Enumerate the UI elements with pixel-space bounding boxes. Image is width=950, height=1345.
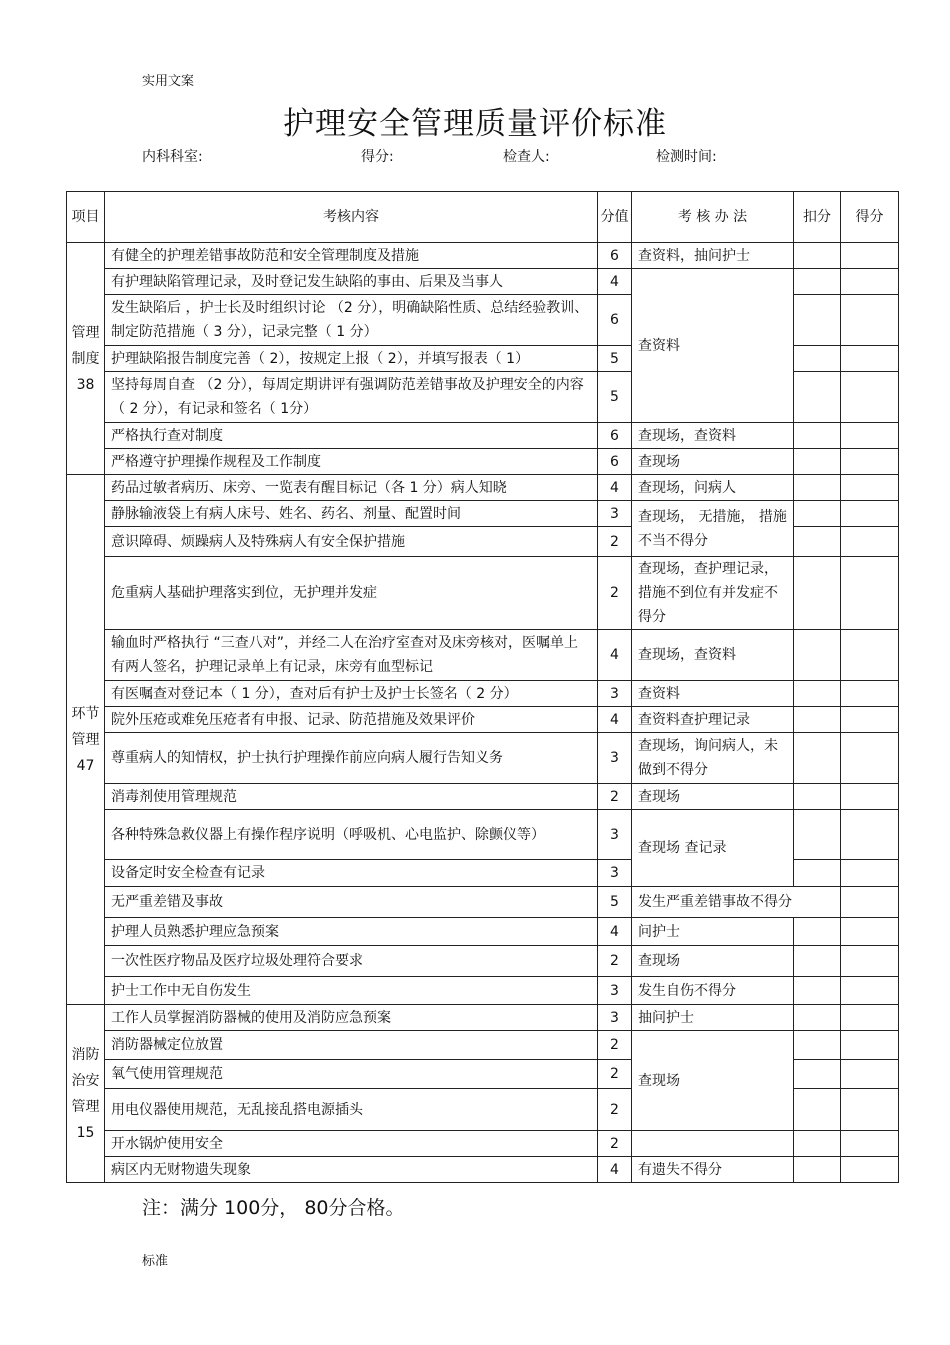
score-cell[interactable] xyxy=(841,1005,899,1031)
table-row xyxy=(67,946,899,977)
deduct-cell[interactable] xyxy=(794,860,841,887)
header-score: 得分 xyxy=(841,192,899,243)
deduct-cell[interactable] xyxy=(794,269,841,295)
category-process-management: 环节管理47 xyxy=(67,475,105,1005)
department-label: 内科科室: xyxy=(142,149,203,165)
row-content: 病区内无财物遗失现象 xyxy=(105,1157,598,1183)
deduct-cell[interactable] xyxy=(794,423,841,449)
row-content: 开水锅炉使用安全 xyxy=(105,1131,598,1157)
row-content: 危重病人基础护理落实到位，无护理并发症 xyxy=(105,557,598,630)
table-row xyxy=(67,449,899,475)
table-row xyxy=(67,784,899,810)
row-points: 6 xyxy=(598,423,632,449)
row-method: 问护士 xyxy=(632,918,794,946)
score-cell[interactable] xyxy=(841,977,899,1005)
table-row xyxy=(67,423,899,449)
row-points: 4 xyxy=(598,918,632,946)
row-points: 4 xyxy=(598,269,632,295)
row-points: 4 xyxy=(598,707,632,733)
score-cell[interactable] xyxy=(841,1089,899,1131)
score-cell[interactable] xyxy=(841,810,899,860)
deduct-cell[interactable] xyxy=(794,346,841,372)
deduct-cell[interactable] xyxy=(794,977,841,1005)
row-content: 护理人员熟悉护理应急预案 xyxy=(105,918,598,946)
deduct-cell[interactable] xyxy=(794,1131,841,1157)
score-cell[interactable] xyxy=(841,501,899,527)
row-content: 输血时严格执行 “三查八对”，并经二人在治疗室查对及床旁核对，医嘱单上有两人签名，护理记录单上有记录，床旁有血型标记 xyxy=(105,630,598,681)
row-points: 6 xyxy=(598,295,632,346)
score-label: 得分: xyxy=(361,149,394,165)
row-content: 工作人员掌握消防器械的使用及消防应急预案 xyxy=(105,1005,598,1031)
row-points: 4 xyxy=(598,630,632,681)
deduct-cell[interactable] xyxy=(794,449,841,475)
table-row xyxy=(67,1131,899,1157)
category-management-system: 管理制度38 xyxy=(67,243,105,475)
deduct-cell[interactable] xyxy=(794,918,841,946)
score-cell[interactable] xyxy=(841,243,899,269)
row-points: 2 xyxy=(598,1031,632,1060)
score-cell[interactable] xyxy=(841,475,899,501)
row-points: 3 xyxy=(598,810,632,860)
score-cell[interactable] xyxy=(841,346,899,372)
table-row xyxy=(67,810,899,860)
row-method: 查现场 查记录 xyxy=(632,810,794,887)
note: 注：满分 100分， 80分合格。 xyxy=(142,1197,405,1219)
row-method: 有遗失不得分 xyxy=(632,1157,794,1183)
score-cell[interactable] xyxy=(841,1157,899,1183)
header-method: 考 核 办 法 xyxy=(632,192,794,243)
row-method: 查现场 xyxy=(632,1031,794,1131)
header-points: 分值 xyxy=(598,192,632,243)
row-content: 有医嘱查对登记本（ 1 分），查对后有护士及护士长签名（ 2 分） xyxy=(105,681,598,707)
header-item: 项目 xyxy=(67,192,105,243)
row-method: 抽问护士 xyxy=(632,1005,794,1031)
row-content: 氧气使用管理规范 xyxy=(105,1060,598,1089)
row-points: 3 xyxy=(598,860,632,887)
row-content: 意识障碍、烦躁病人及特殊病人有安全保护措施 xyxy=(105,527,598,557)
score-cell[interactable] xyxy=(841,784,899,810)
row-content: 严格执行查对制度 xyxy=(105,423,598,449)
table-row xyxy=(67,977,899,1005)
row-points: 5 xyxy=(598,346,632,372)
deduct-cell[interactable] xyxy=(794,243,841,269)
row-method: 查资料 xyxy=(632,681,794,707)
footer-label: 标准 xyxy=(142,1254,169,1269)
score-cell[interactable] xyxy=(841,449,899,475)
deduct-cell[interactable] xyxy=(794,557,841,630)
table-row xyxy=(67,269,899,295)
row-method: 发生自伤不得分 xyxy=(632,977,794,1005)
row-points: 2 xyxy=(598,946,632,977)
deduct-cell[interactable] xyxy=(794,733,841,784)
row-method: 查资料，抽问护士 xyxy=(632,243,794,269)
row-content: 严格遵守护理操作规程及工作制度 xyxy=(105,449,598,475)
row-content: 各种特殊急救仪器上有操作程序说明（呼吸机、心电监护、除颤仪等） xyxy=(105,810,598,860)
table-row xyxy=(67,475,899,501)
deduct-cell[interactable] xyxy=(794,501,841,527)
score-cell[interactable] xyxy=(841,860,899,887)
row-content: 静脉输液袋上有病人床号、姓名、药名、剂量、配置时间 xyxy=(105,501,598,527)
score-cell[interactable] xyxy=(841,1031,899,1060)
score-cell[interactable] xyxy=(841,681,899,707)
row-content: 设备定时安全检查有记录 xyxy=(105,860,598,887)
row-points: 2 xyxy=(598,784,632,810)
row-method: 查现场，问病人 xyxy=(632,475,794,501)
deduct-cell[interactable] xyxy=(794,1031,841,1060)
category-fire-security: 消防治安管理15 xyxy=(67,1005,105,1183)
row-content: 消防器械定位放置 xyxy=(105,1031,598,1060)
row-points: 4 xyxy=(598,1157,632,1183)
row-points: 6 xyxy=(598,449,632,475)
deduct-cell[interactable] xyxy=(794,527,841,557)
table-row xyxy=(67,630,899,681)
row-method: 查现场，询问病人，未做到不得分 xyxy=(632,733,794,784)
deduct-cell[interactable] xyxy=(794,681,841,707)
table-row xyxy=(67,733,899,784)
score-cell[interactable] xyxy=(841,1131,899,1157)
row-points: 5 xyxy=(598,887,632,918)
table-row xyxy=(67,681,899,707)
row-content: 消毒剂使用管理规范 xyxy=(105,784,598,810)
score-cell[interactable] xyxy=(841,630,899,681)
row-method: 查现场 xyxy=(632,946,794,977)
row-content: 尊重病人的知情权，护士执行护理操作前应向病人履行告知义务 xyxy=(105,733,598,784)
row-points: 3 xyxy=(598,1005,632,1031)
table-row xyxy=(67,1005,899,1031)
header-label: 实用文案 xyxy=(142,74,195,89)
deduct-cell[interactable] xyxy=(794,946,841,977)
row-method: 查现场，查资料 xyxy=(632,423,794,449)
header-deduct: 扣分 xyxy=(794,192,841,243)
score-cell[interactable] xyxy=(841,557,899,630)
score-cell[interactable] xyxy=(841,423,899,449)
score-cell[interactable] xyxy=(841,887,899,918)
row-points: 2 xyxy=(598,1060,632,1089)
row-content: 发生缺陷后 ，护士长及时组织讨论 （2 分），明确缺陷性质、总结经验教训、制定防范措施（ 3 分），记录完整（ 1 分） xyxy=(105,295,598,346)
row-points: 5 xyxy=(598,372,632,423)
row-method xyxy=(632,1131,794,1157)
score-cell[interactable] xyxy=(841,1060,899,1089)
row-method: 查现场，查护理记录，措施不到位有并发症不得分 xyxy=(632,557,794,630)
table-row xyxy=(67,243,899,269)
row-content: 药品过敏者病历、床旁、一览表有醒目标记（各 1 分）病人知晓 xyxy=(105,475,598,501)
deduct-cell[interactable] xyxy=(794,1089,841,1131)
page-title: 护理安全管理质量评价标准 xyxy=(283,106,667,142)
deduct-cell[interactable] xyxy=(794,784,841,810)
deduct-cell[interactable] xyxy=(794,1157,841,1183)
header-row xyxy=(67,192,899,243)
table-row xyxy=(67,501,899,527)
score-cell[interactable] xyxy=(841,918,899,946)
table-row xyxy=(67,1157,899,1183)
deduct-cell[interactable] xyxy=(794,810,841,860)
table-row xyxy=(67,1031,899,1060)
row-method: 查资料 xyxy=(632,269,794,423)
row-points: 3 xyxy=(598,733,632,784)
row-method: 查现场 xyxy=(632,449,794,475)
row-content: 院外压疮或难免压疮者有申报、记录、防范措施及效果评价 xyxy=(105,707,598,733)
row-points: 3 xyxy=(598,501,632,527)
inspector-label: 检查人: xyxy=(503,149,550,165)
row-points: 3 xyxy=(598,681,632,707)
row-content: 护士工作中无自伤发生 xyxy=(105,977,598,1005)
row-points: 4 xyxy=(598,475,632,501)
row-method: 查资料查护理记录 xyxy=(632,707,794,733)
deduct-cell[interactable] xyxy=(794,1005,841,1031)
time-label: 检测时间: xyxy=(656,149,717,165)
row-content: 无严重差错及事故 xyxy=(105,887,598,918)
row-content: 有护理缺陷管理记录，及时登记发生缺陷的事由、后果及当事人 xyxy=(105,269,598,295)
row-content: 有健全的护理差错事故防范和安全管理制度及措施 xyxy=(105,243,598,269)
evaluation-table xyxy=(66,191,899,1183)
score-cell[interactable] xyxy=(841,269,899,295)
row-points: 2 xyxy=(598,1089,632,1131)
row-content: 一次性医疗物品及医疗垃圾处理符合要求 xyxy=(105,946,598,977)
row-method: 发生严重差错事故不得分 xyxy=(632,887,841,918)
table-row xyxy=(67,887,899,918)
row-method: 查现场， 无措施， 措施不当不得分 xyxy=(632,501,794,557)
row-method: 查现场 xyxy=(632,784,794,810)
row-points: 6 xyxy=(598,243,632,269)
row-points: 2 xyxy=(598,1131,632,1157)
score-cell[interactable] xyxy=(841,733,899,784)
row-points: 2 xyxy=(598,527,632,557)
deduct-cell[interactable] xyxy=(794,295,841,346)
row-content: 用电仪器使用规范，无乱接乱搭电源插头 xyxy=(105,1089,598,1131)
row-content: 护理缺陷报告制度完善（ 2），按规定上报（ 2），并填写报表（ 1） xyxy=(105,346,598,372)
table-row xyxy=(67,707,899,733)
deduct-cell[interactable] xyxy=(794,1060,841,1089)
row-content: 坚持每周自查 （2 分），每周定期讲评有强调防范差错事故及护理安全的内容（ 2 分），有记录和签名（ 1分） xyxy=(105,372,598,423)
row-points: 2 xyxy=(598,557,632,630)
score-cell[interactable] xyxy=(841,372,899,423)
row-points: 3 xyxy=(598,977,632,1005)
table-row xyxy=(67,557,899,630)
deduct-cell[interactable] xyxy=(794,372,841,423)
score-cell[interactable] xyxy=(841,707,899,733)
table-row xyxy=(67,918,899,946)
score-cell[interactable] xyxy=(841,946,899,977)
score-cell[interactable] xyxy=(841,527,899,557)
row-method: 查现场，查资料 xyxy=(632,630,794,681)
deduct-cell[interactable] xyxy=(794,475,841,501)
deduct-cell[interactable] xyxy=(794,707,841,733)
header-content: 考核内容 xyxy=(105,192,598,243)
score-cell[interactable] xyxy=(841,295,899,346)
deduct-cell[interactable] xyxy=(794,630,841,681)
